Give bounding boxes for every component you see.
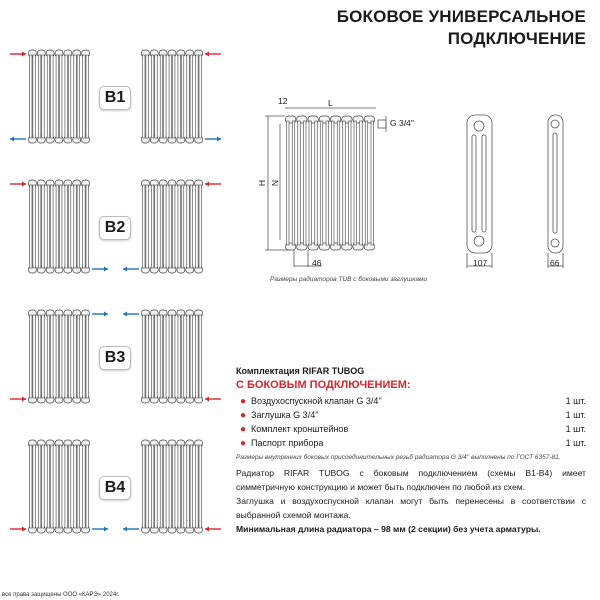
dim-66: 66 xyxy=(550,258,560,268)
dim-axis: N xyxy=(270,179,281,187)
dim-107: 107 xyxy=(473,258,488,268)
scheme-label: B1 xyxy=(99,86,131,110)
kit-item-qty: 1 шт. xyxy=(565,410,586,420)
drawing-caption: Размеры радиаторов TUB с боковыми заглушками xyxy=(270,276,428,283)
side-view-3col xyxy=(467,115,492,268)
thread-label: G 3/4'' xyxy=(390,118,415,128)
scheme-label: B3 xyxy=(99,346,131,370)
bullet-icon: ● xyxy=(240,423,247,435)
description xyxy=(236,466,586,536)
bullet-icon: ● xyxy=(240,409,247,421)
kit-item xyxy=(236,422,586,436)
title-line1: БОКОВОЕ УНИВЕРСАЛЬНОЕ xyxy=(336,7,586,26)
dim-12: 12 xyxy=(278,96,288,106)
kit-subheading: С БОКОВЫМ ПОДКЛЮЧЕНИЕМ: xyxy=(236,379,411,391)
kit-heading: Комплектация RIFAR TUBOG xyxy=(236,366,365,376)
kit-note: Размеры внутренних боковых присоединительных резьб радиатора G 3/4'' выполнены по ГОСТ 6357-81. xyxy=(236,454,561,461)
kit-item xyxy=(236,436,586,450)
description-p3: Минимальная длина радиатора – 98 мм (2 секции) без учета арматуры. xyxy=(236,524,541,534)
description-p2: Заглушка и воздухоспускной клапан могут быть перенесены в соответствии с выбранной схемой монтажа. xyxy=(236,496,586,520)
kit-item-qty: 1 шт. xyxy=(565,424,586,434)
dim-length: L xyxy=(328,98,333,108)
dim-46: 46 xyxy=(312,258,322,268)
dim-height: H xyxy=(257,179,268,187)
description-p1: Радиатор RIFAR TUBOG с боковым подключением (схемы B1-B4) имеет симметричную конструкцию и может быть подключен по любой из схем. xyxy=(236,468,586,492)
kit-item-name: Заглушка G 3/4'' xyxy=(251,409,319,420)
kit-item-name: Воздухоспускной клапан G 3/4'' xyxy=(251,395,382,406)
kit-item xyxy=(236,394,586,408)
kit-item-qty: 1 шт. xyxy=(565,396,586,406)
kit-section xyxy=(236,366,586,461)
bullet-icon: ● xyxy=(240,395,247,407)
kit-item-qty: 1 шт. xyxy=(565,438,586,448)
side-view-2col xyxy=(548,115,563,268)
kit-item xyxy=(236,408,586,422)
bullet-icon: ● xyxy=(240,437,247,449)
kit-item-name: Паспорт прибора xyxy=(251,437,324,448)
title-line2: ПОДКЛЮЧЕНИЕ xyxy=(447,29,586,48)
kit-item-name: Комплект кронштейнов xyxy=(251,423,349,434)
scheme-label: B2 xyxy=(99,216,131,240)
scheme-label: B4 xyxy=(99,476,131,500)
front-view xyxy=(265,108,386,267)
copyright: все права защищены ООО «КАРЭ» 2024г. xyxy=(2,592,120,598)
